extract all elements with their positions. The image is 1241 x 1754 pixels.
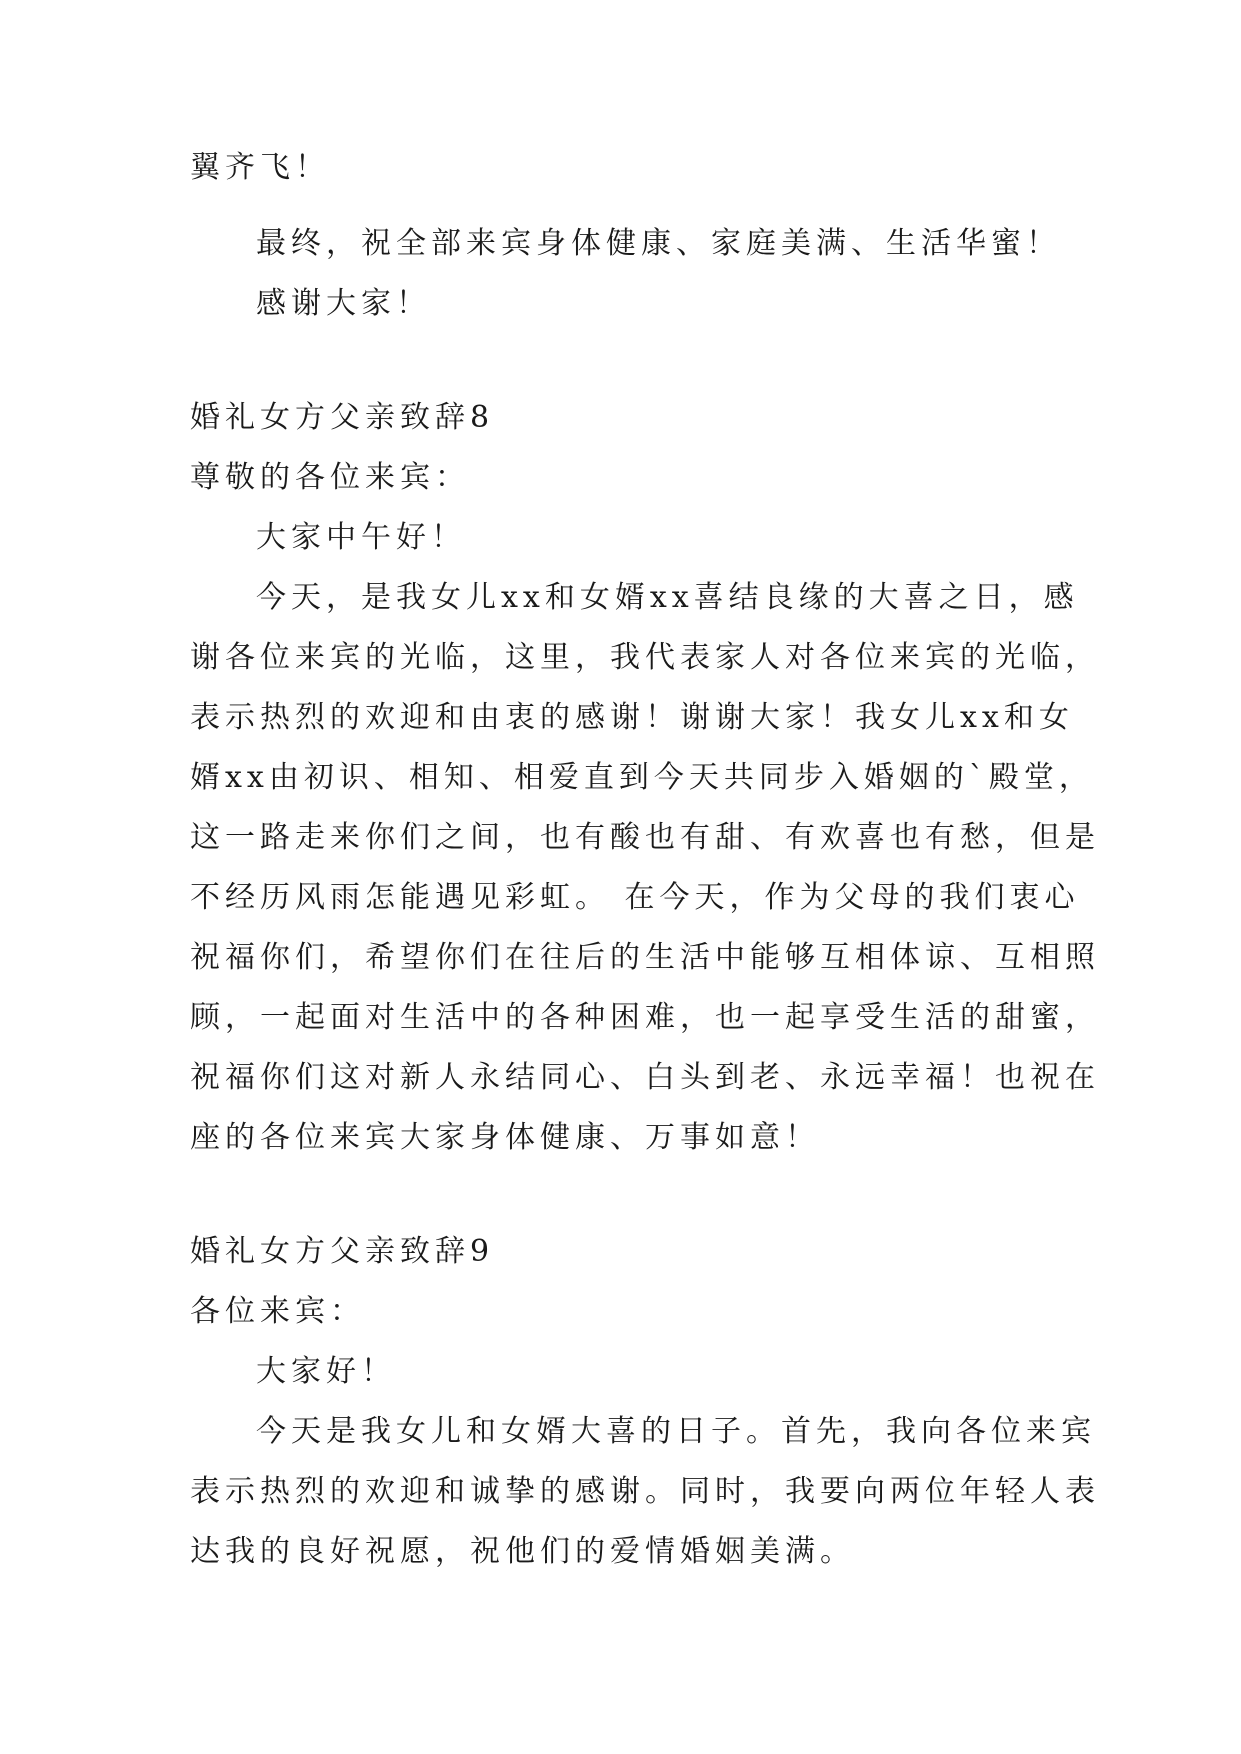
section-8-body-line: 婿xx由初识、相知、相爱直到今天共同步入婚姻的`殿堂， [190, 760, 1094, 795]
section-9-salutation: 各位来宾： [190, 1294, 365, 1329]
section-9-title: 婚礼女方父亲致辞9 [190, 1234, 495, 1269]
section-8-body-line: 祝福你们这对新人永结同心、白头到老、永远幸福！也祝在 [190, 1060, 1100, 1095]
section-8-body-line: 谢各位来宾的光临，这里，我代表家人对各位来宾的光临， [190, 640, 1100, 675]
section-8-body-line: 祝福你们，希望你们在往后的生活中能够互相体谅、互相照 [190, 940, 1100, 975]
section-8-body-line: 这一路走来你们之间，也有酸也有甜、有欢喜也有愁，但是 [190, 820, 1100, 855]
section-9-greeting: 大家好！ [256, 1354, 396, 1389]
section-8-title: 婚礼女方父亲致辞8 [190, 400, 495, 435]
prev-section-tail-line: 翼齐飞！ [190, 150, 330, 185]
section-8-body-line: 座的各位来宾大家身体健康、万事如意！ [190, 1120, 820, 1155]
section-8-body-line: 今天，是我女儿xx和女婿xx喜结良缘的大喜之日，感 [256, 580, 1079, 615]
closing-wish-paragraph: 最终，祝全部来宾身体健康、家庭美满、生活华蜜！ [256, 226, 1061, 261]
section-8-body-line: 不经历风雨怎能遇见彩虹。 在今天，作为父母的我们衷心 [190, 880, 1080, 915]
section-9-body-line: 表示热烈的欢迎和诚挚的感谢。同时，我要向两位年轻人表 [190, 1474, 1100, 1509]
section-8-salutation: 尊敬的各位来宾： [190, 460, 470, 495]
section-9-body-line: 今天是我女儿和女婿大喜的日子。首先，我向各位来宾 [256, 1414, 1096, 1449]
closing-thanks-paragraph: 感谢大家！ [256, 286, 431, 321]
section-9-body-line: 达我的良好祝愿，祝他们的爱情婚姻美满。 [190, 1534, 855, 1569]
section-8-greeting: 大家中午好！ [256, 520, 466, 555]
section-8-body-line: 表示热烈的欢迎和由衷的感谢！谢谢大家！我女儿xx和女 [190, 700, 1074, 735]
section-8-body-line: 顾，一起面对生活中的各种困难，也一起享受生活的甜蜜， [190, 1000, 1100, 1035]
